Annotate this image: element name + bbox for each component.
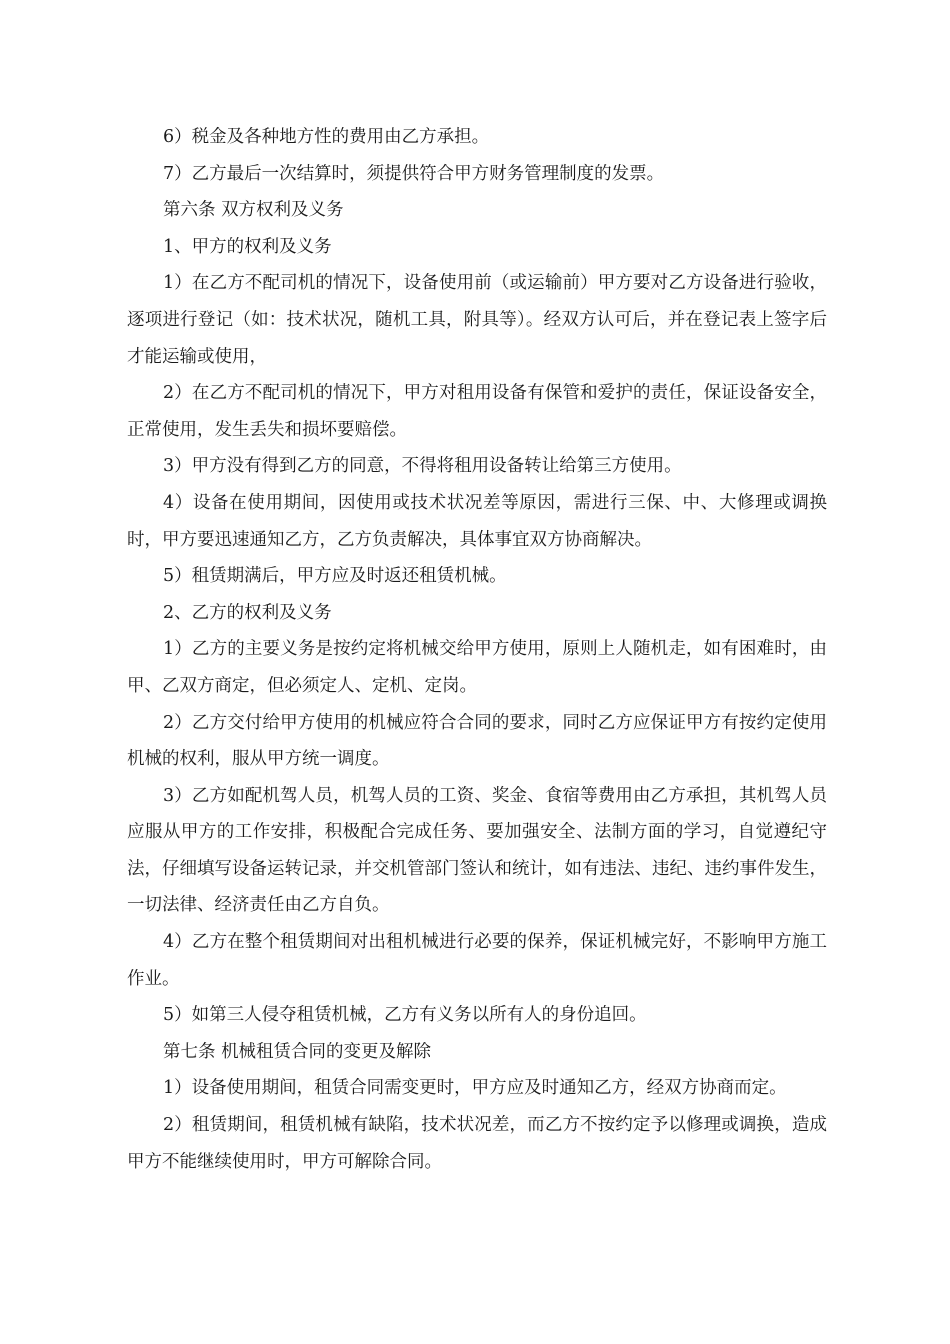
paragraph-7-item-1: 1）设备使用期间，租赁合同需变更时，甲方应及时通知乙方，经双方协商而定。 (163, 1078, 787, 1099)
paragraph-b-item-2: 2）乙方交付给甲方使用的机械应符合合同的要求，同时乙方应保证甲方有按约定使用机械的权利，服从甲方统一调度。 (127, 712, 827, 770)
section-party-b-heading: 2、乙方的权利及义务 (163, 602, 332, 623)
section-party-a-heading: 1、甲方的权利及义务 (163, 236, 332, 257)
paragraph-7-item-2: 2）租赁期间，租赁机械有缺陷，技术状况差，而乙方不按约定予以修理或调换，造成甲方不能继续使用时，甲方可解除合同。 (127, 1115, 827, 1172)
paragraph-b-item-3: 3）乙方如配机驾人员，机驾人员的工资、奖金、食宿等费用由乙方承担，其机驾人员应服从甲方的工作安排，积极配合完成任务、要加强安全、法制方面的学习，自觉遵纪守法，仔细填写设备运转记录，并交机管部门签认和统计，如有违法、违纪、违约事件发生，一切法律、经济责任由乙方自负。 (127, 785, 827, 916)
paragraph-final-settlement: 7）乙方最后一次结算时，须提供符合甲方财务管理制度的发票。 (163, 163, 665, 184)
paragraph-a-item-5: 5）租赁期满后，甲方应及时返还租赁机械。 (163, 566, 507, 587)
paragraph-a-item-3: 3）甲方没有得到乙方的同意，不得将租用设备转让给第三方使用。 (163, 456, 682, 477)
document-body (127, 119, 827, 1180)
paragraph-a-item-4: 4）设备在使用期间，因使用或技术状况差等原因，需进行三保、中、大修理或调换时，甲方要迅速通知乙方，乙方负责解决，具体事宜双方协商解决。 (127, 492, 827, 550)
article-6-heading: 第六条 双方权利及义务 (163, 200, 344, 221)
paragraph-b-item-4: 4）乙方在整个租赁期间对出租机械进行必要的保养，保证机械完好，不影响甲方施工作业。 (127, 932, 827, 989)
article-7-heading: 第七条 机械租赁合同的变更及解除 (163, 1041, 432, 1062)
paragraph-tax-fees: 6）税金及各种地方性的费用由乙方承担。 (163, 127, 490, 147)
paragraph-a-item-2: 2）在乙方不配司机的情况下，甲方对租用设备有保管和爱护的责任，保证设备安全，正常使用，发生丢失和损坏要赔偿。 (127, 383, 827, 440)
paragraph-a-item-1: 1）在乙方不配司机的情况下，设备使用前（或运输前）甲方要对乙方设备进行验收，逐项进行登记（如：技术状况，随机工具，附具等）。经双方认可后，并在登记表上签字后才能运输或使用， (127, 273, 827, 367)
paragraph-b-item-1: 1）乙方的主要义务是按约定将机械交给甲方使用，原则上人随机走，如有困难时，由甲、乙双方商定，但必须定人、定机、定岗。 (127, 639, 827, 696)
paragraph-b-item-5: 5）如第三人侵夺租赁机械，乙方有义务以所有人的身份追回。 (163, 1005, 647, 1026)
